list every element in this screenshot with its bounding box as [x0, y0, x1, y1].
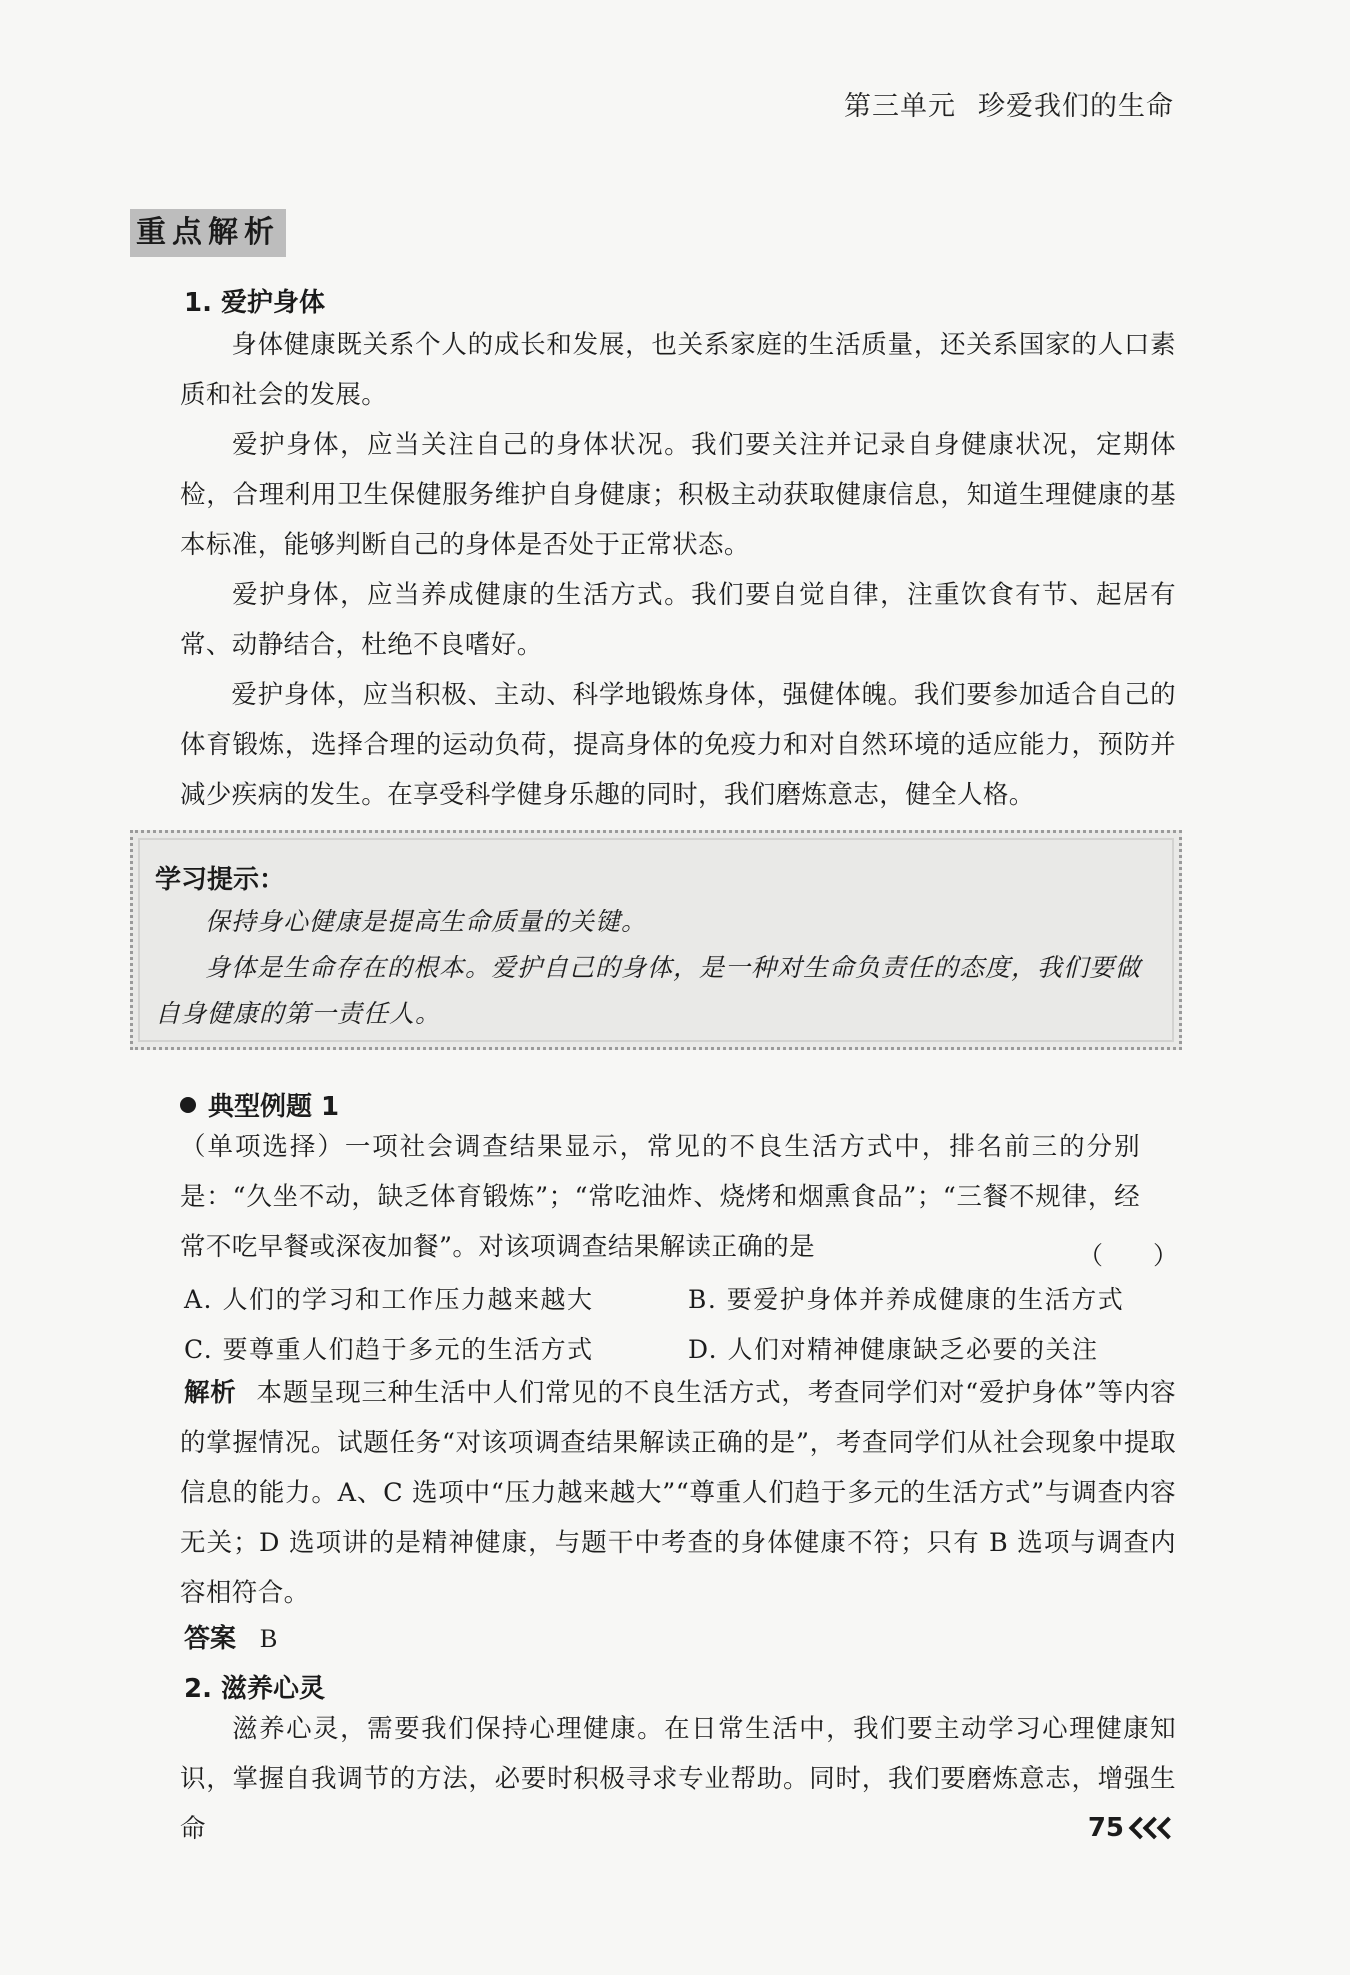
tip-title: 学习提示： — [155, 865, 286, 895]
section1-paragraph-3: 爱护身体，应当养成健康的生活方式。我们要自觉自律，注重饮食有节、起居有常、动静结合，杜绝不良嗜好。 — [180, 580, 1176, 660]
unit-title: 珍爱我们的生命 — [978, 91, 1174, 122]
section-badge: 重点解析 — [130, 209, 286, 257]
example-analysis: 解析 本题呈现三种生活中人们常见的不良生活方式，考查同学们对“爱护身体”等内容的掌握情况。试题任务“对该项调查结果解读正确的是”，考查同学们从社会现象中提取信息的能力。A、C 选项中“压力越来越大”“尊重人们趋于多元的生活方式”与调查内容无关；D 选项讲的是精神健康，与题干中考查的身体健康不符；只有 B 选项与调查内容相符合。 — [180, 1378, 1176, 1608]
tip-line-2: 身体是生命存在的根本。爱护自己的身体，是一种对生命负责任的态度，我们要做自身健康的第一责任人。 — [155, 953, 1142, 1028]
section2-paragraph: 滋养心灵，需要我们保持心理健康。在日常生活中，我们要主动学习心理健康知识，掌握自我调节的方法，必要时积极寻求专业帮助。同时，我们要磨炼意志，增强生命 — [180, 1714, 1176, 1844]
page-number: 75 — [1088, 1813, 1174, 1843]
section1-paragraph-1: 身体健康既关系个人的成长和发展，也关系家庭的生活质量，还关系国家的人口素质和社会的发展。 — [180, 330, 1176, 410]
option-a: A. 人们的学习和工作压力越来越大 — [184, 1285, 594, 1314]
section2-heading: 2. 滋养心灵 — [184, 1674, 326, 1704]
option-d: D. 人们对精神健康缺乏必要的关注 — [688, 1335, 1099, 1364]
study-tip-box — [130, 830, 1182, 1050]
option-b: B. 要爱护身体并养成健康的生活方式 — [688, 1285, 1125, 1314]
example-heading: 典型例题 1 — [180, 1086, 339, 1123]
section1-heading: 1. 爱护身体 — [184, 288, 326, 318]
example-answer — [184, 1618, 277, 1655]
answer-label: 答案 — [184, 1624, 237, 1654]
answer-blank: （ ） — [1077, 1241, 1178, 1270]
option-c: C. 要尊重人们趋于多元的生活方式 — [184, 1335, 594, 1364]
section1-paragraph-4: 爱护身体，应当积极、主动、科学地锻炼身体，强健体魄。我们要参加适合自己的体育锻炼，选择合理的运动负荷，提高身体的免疫力和对自然环境的适应能力，预防并减少疾病的发生。在享受科学健身乐趣的同时，我们磨炼意志，健全人格。 — [180, 680, 1176, 810]
tip-line-1: 保持身心健康是提高生命质量的关键。 — [205, 907, 648, 936]
bullet-dot-icon — [180, 1097, 196, 1113]
answer-value: B — [260, 1624, 278, 1653]
example-question: （单项选择）一项社会调查结果显示，常见的不良生活方式中，排名前三的分别是：“久坐不动，缺乏体育锻炼”；“常吃油炸、烧烤和烟熏食品”；“三餐不规律，经常不吃早餐或深夜加餐”。对该项调查结果解读正确的是 — [180, 1132, 1140, 1262]
unit-label: 第三单元 — [844, 91, 956, 122]
section1-paragraph-2: 爱护身体，应当关注自己的身体状况。我们要关注并记录自身健康状况，定期体检，合理利用卫生保健服务维护自身健康；积极主动获取健康信息，知道生理健康的基本标准，能够判断自己的身体是否处于正常状态。 — [180, 430, 1176, 560]
chevrons-left-icon — [1132, 1820, 1174, 1836]
running-header — [844, 84, 1174, 123]
analysis-label: 解析 — [184, 1378, 237, 1408]
